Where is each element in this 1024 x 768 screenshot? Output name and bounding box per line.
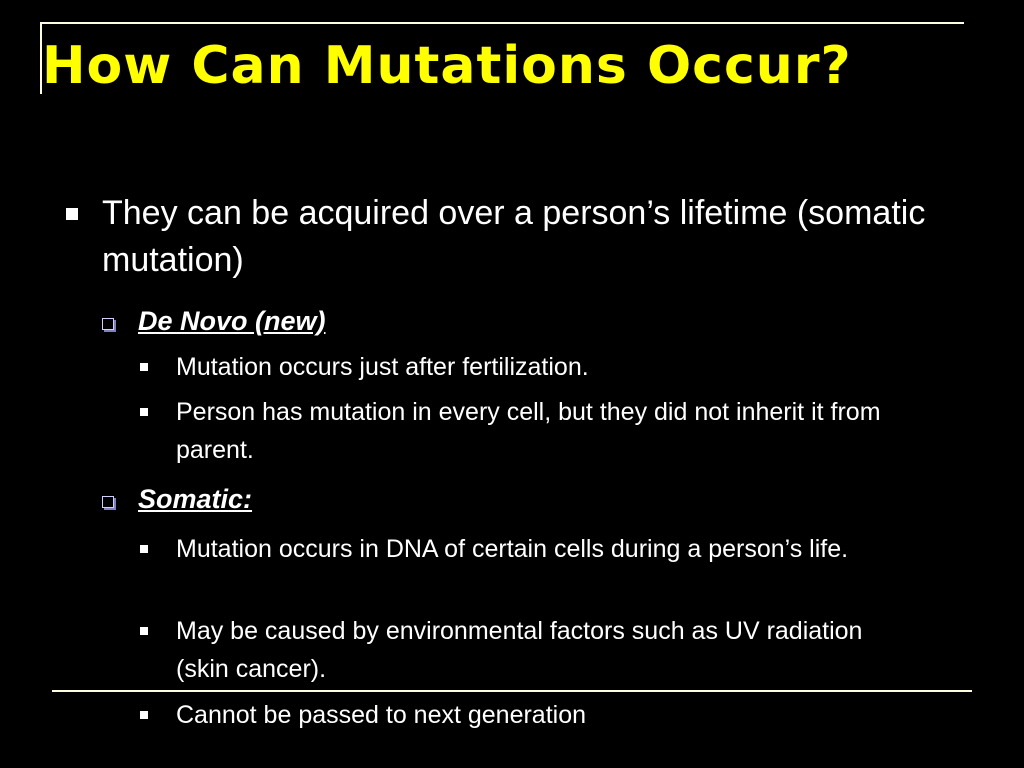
bottom-rule [52, 690, 972, 692]
square-bullet-icon [140, 363, 148, 371]
square-bullet-icon [140, 408, 148, 416]
square-bullet-icon [66, 208, 78, 220]
list-item-text: Person has mutation in every cell, but they did not inherit it from parent. [176, 398, 881, 464]
subheading-de-novo-text: De Novo (new) [138, 306, 326, 336]
list-item [140, 348, 936, 386]
subheading-de-novo [102, 305, 326, 337]
hollow-square-bullet-icon [102, 318, 114, 330]
list-item [140, 393, 906, 469]
bullet-acquired-text: They can be acquired over a person’s lifetime (somatic mutation) [102, 194, 926, 279]
list-item [140, 612, 916, 688]
list-item-text: Mutation occurs just after fertilization. [176, 353, 589, 381]
title-top-rule [40, 22, 964, 24]
subheading-somatic-text: Somatic: [138, 484, 253, 514]
subheading-somatic [102, 483, 252, 515]
hollow-square-bullet-icon [102, 496, 114, 508]
list-item-text: Mutation occurs in DNA of certain cells during a person’s life. [176, 535, 849, 563]
square-bullet-icon [140, 627, 148, 635]
square-bullet-icon [140, 545, 148, 553]
list-item [140, 530, 866, 568]
bullet-acquired [66, 190, 972, 284]
square-bullet-icon [140, 711, 148, 719]
list-item-text: Cannot be passed to next generation [176, 701, 587, 729]
list-item-text: May be caused by environmental factors such as UV radiation (skin cancer). [176, 617, 863, 683]
slide-title: How Can Mutations Occur? [42, 36, 852, 96]
list-item [140, 696, 936, 734]
